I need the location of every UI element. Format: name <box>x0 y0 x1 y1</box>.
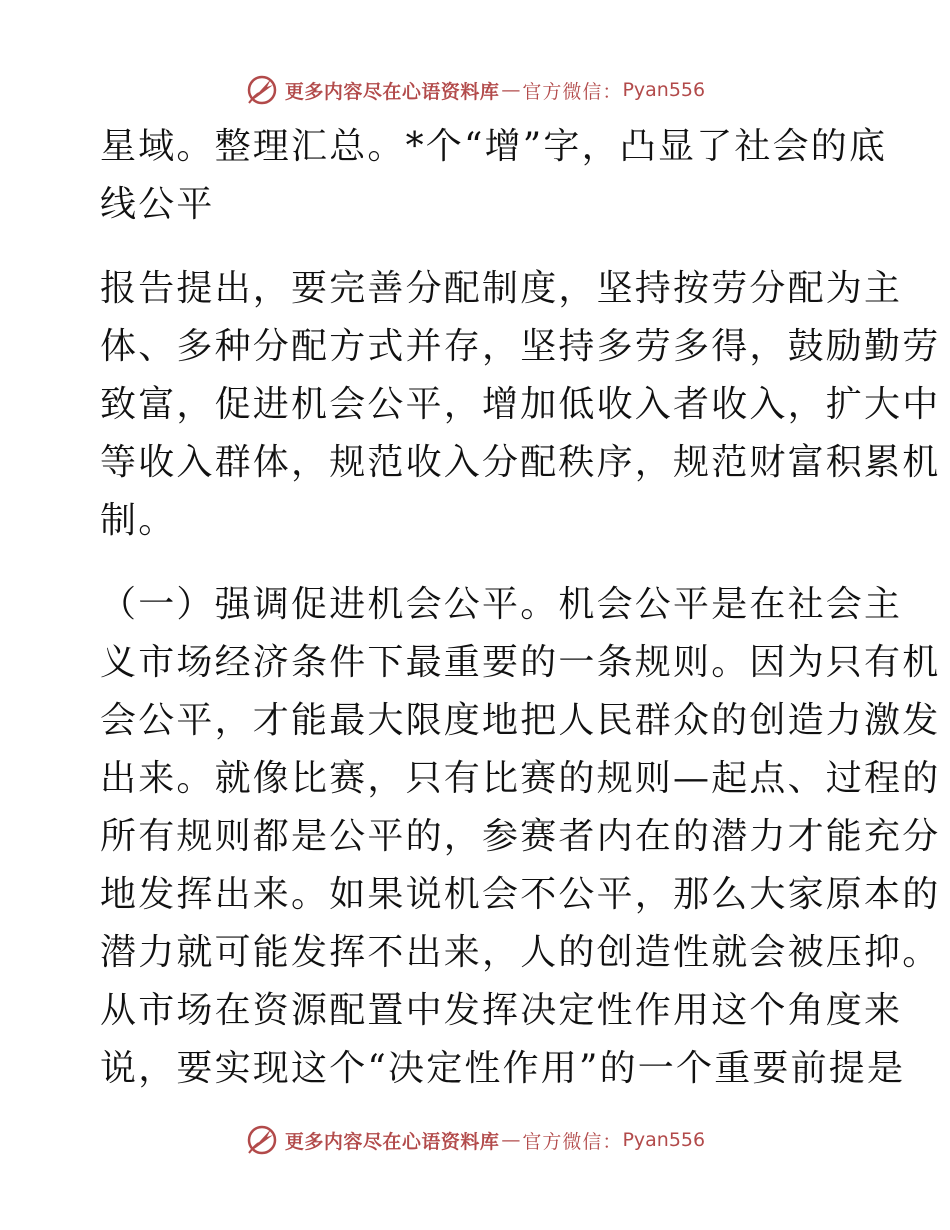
banner-separator: — <box>501 1129 521 1151</box>
document-body <box>100 118 941 1098</box>
paragraph-line: 地发挥出来。如果说机会不公平，那么大家原本的 <box>100 874 941 915</box>
paragraph-line: 潜力就可能发挥不出来，人的创造性就会被压抑。 <box>100 932 941 973</box>
heading-line: 线公平 <box>100 184 215 225</box>
banner-brand-text: 更多内容尽在心语资料库 <box>284 1130 500 1153</box>
banner-brand-text: 更多内容尽在心语资料库 <box>284 80 500 103</box>
paragraph-line: 说，要实现这个“决定性作用”的一个重要前提是 <box>100 1048 906 1089</box>
paragraph-line: 致富，促进机会公平，增加低收入者收入，扩大中 <box>100 384 941 425</box>
paragraph-line: 制。 <box>100 500 177 541</box>
paragraph-line: 所有规则都是公平的，参赛者内在的潜力才能充分 <box>100 816 941 857</box>
paragraph <box>100 576 941 1098</box>
paragraph-line: 会公平，才能最大限度地把人民群众的创造力激发 <box>100 700 941 741</box>
section-heading <box>100 118 888 234</box>
paragraph <box>100 260 941 550</box>
banner-separator: — <box>501 79 521 101</box>
quill-logo-icon <box>245 1123 279 1157</box>
footer-banner <box>0 1120 950 1160</box>
header-banner <box>0 70 950 110</box>
banner-wechat-label: 官方微信： <box>522 80 623 103</box>
banner-wechat-label: 官方微信： <box>522 1130 623 1153</box>
heading-line: 星域。整理汇总。*个“增”字，凸显了社会的底 <box>100 126 888 167</box>
paragraph-line: 从市场在资源配置中发挥决定性作用这个角度来 <box>100 990 903 1031</box>
paragraph-line: 等收入群体，规范收入分配秩序，规范财富积累机 <box>100 442 941 483</box>
paragraph-line: 出来。就像比赛，只有比赛的规则—起点、过程的 <box>100 758 941 799</box>
paragraph-line: 报告提出，要完善分配制度，坚持按劳分配为主 <box>100 268 903 309</box>
banner-wechat-id: Pyan556 <box>622 1129 706 1151</box>
paragraph-line: 义市场经济条件下最重要的一条规则。因为只有机 <box>100 642 941 683</box>
paragraph-line: （一）强调促进机会公平。机会公平是在社会主 <box>100 584 903 625</box>
paragraph-line: 体、多种分配方式并存，坚持多劳多得，鼓励勤劳 <box>100 326 941 367</box>
quill-logo-icon <box>245 73 279 107</box>
banner-wechat-id: Pyan556 <box>622 79 706 101</box>
